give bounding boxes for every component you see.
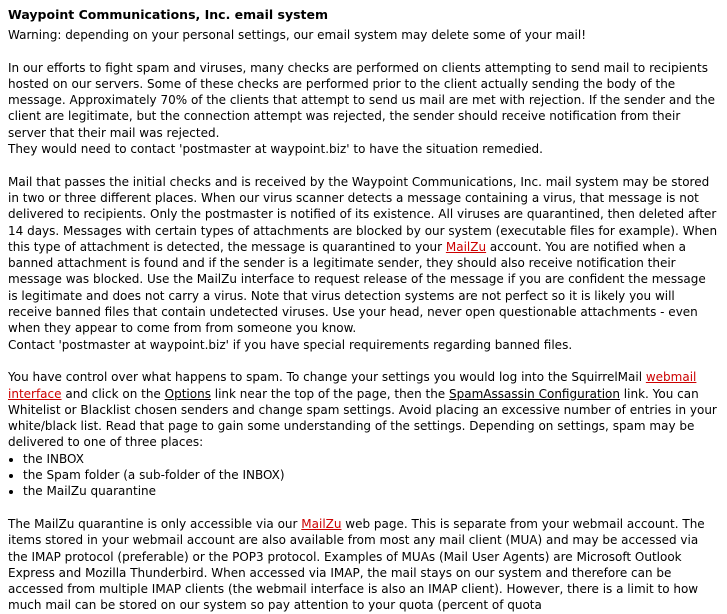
list-item: • the INBOX xyxy=(23,451,719,467)
webmail-interface-link[interactable]: webmail interface xyxy=(8,370,697,401)
spam-text-a: You have control over what happens to spam. To change your settings you would log into the SquirrelMail xyxy=(8,370,646,385)
rejection-text: In our efforts to fight spam and viruses, many checks are performed on clients attempting to send mail to recipients hosted on our servers. Some of these checks are performed prior to the client actually sending the body of the message. Approximately 70% of the clients that attempt to send us mail are met with rejection. If the sender and the client are legitimate, but the connection attempt was rejected, the sender should receive notification from their server that their mail was rejected. xyxy=(8,60,715,140)
quarantine-paragraph xyxy=(8,174,719,353)
quarantine-text-b: account. You are notified when a banned attachment is found and if the sender is a legitimate sender, they should also receive notification their message was blocked. Use the MailZu interface to request release of the message if you are confident the message is legitimate and does not carry a virus. Note that virus detection systems are not perfect so it is likely you will receive banned files that contain undetected viruses. Use your head, never open questionable attachments - even when they appear to come from from someone you know. xyxy=(8,239,706,336)
spamassassin-configuration-text: SpamAssassin Configuration xyxy=(449,386,620,401)
mailzu-paragraph xyxy=(8,516,719,614)
mailzu-text-a: The MailZu quarantine is only accessible via our xyxy=(8,516,302,531)
mailzu-link-2[interactable]: MailZu xyxy=(301,516,342,531)
mailzu-text-b: web page. This is separate from your webmail account. The items stored in your webmail account are also available from most any mail client (MUA) and may be accessed via the IMAP protocol (preferable) or the POP3 protocol. Examples of MUAs (Mail User Agents) are Microsoft Outlook Express and Mozilla Thunderbird. When accessed via IMAP, the mail stays on our system and therefore can be accessed from multiple IMAP clients (the webmail interface is also an IMAP client). However, there is a limit to how much mail can be stored on our system so pay attention to your quota (percent of quota xyxy=(8,516,705,613)
spam-places-list xyxy=(8,451,719,500)
spam-text-d: link. You can Whitelist or Blacklist chosen senders and change spam settings. Avoid placing an excessive number of entries in your white/black list. Read that page to gain some understanding of the settings. Depending on settings, spam may be delivered to one of three places: xyxy=(8,386,717,450)
spam-text-c: link near the top of the page, then the xyxy=(210,386,449,401)
warning-text: Warning: depending on your personal settings, our email system may delete some of your mail! xyxy=(8,28,587,42)
quarantine-text-a: Mail that passes the initial checks and is received by the Waypoint Communications, Inc. mail system may be stored in two or three different places. When our virus scanner detects a message containing a virus, that message is not delivered to recipients. Only the postmaster is notified of its existence. All viruses are quarantined, then deleted after 14 days. Messages with certain types of attachments are blocked by our system (executable files for example). When this type of attachment is detected, the message is quarantined to your xyxy=(8,174,718,254)
list-item: • the Spam folder (a sub-folder of the INBOX) xyxy=(23,467,719,483)
mailzu-link[interactable]: MailZu xyxy=(445,239,487,254)
page-title: Waypoint Communications, Inc. email system xyxy=(8,7,329,22)
options-link-text: Options xyxy=(164,386,211,401)
postmaster-text: They would need to contact 'postmaster at waypoint.biz' to have the situation remedied. xyxy=(8,142,543,157)
spam-paragraph xyxy=(8,369,719,450)
list-item: • the MailZu quarantine xyxy=(23,483,719,499)
banned-files-contact: Contact 'postmaster at waypoint.biz' if you have special requirements regarding banned files. xyxy=(8,337,573,352)
rejection-paragraph xyxy=(8,60,719,158)
spam-text-b: and click on the xyxy=(61,386,165,401)
